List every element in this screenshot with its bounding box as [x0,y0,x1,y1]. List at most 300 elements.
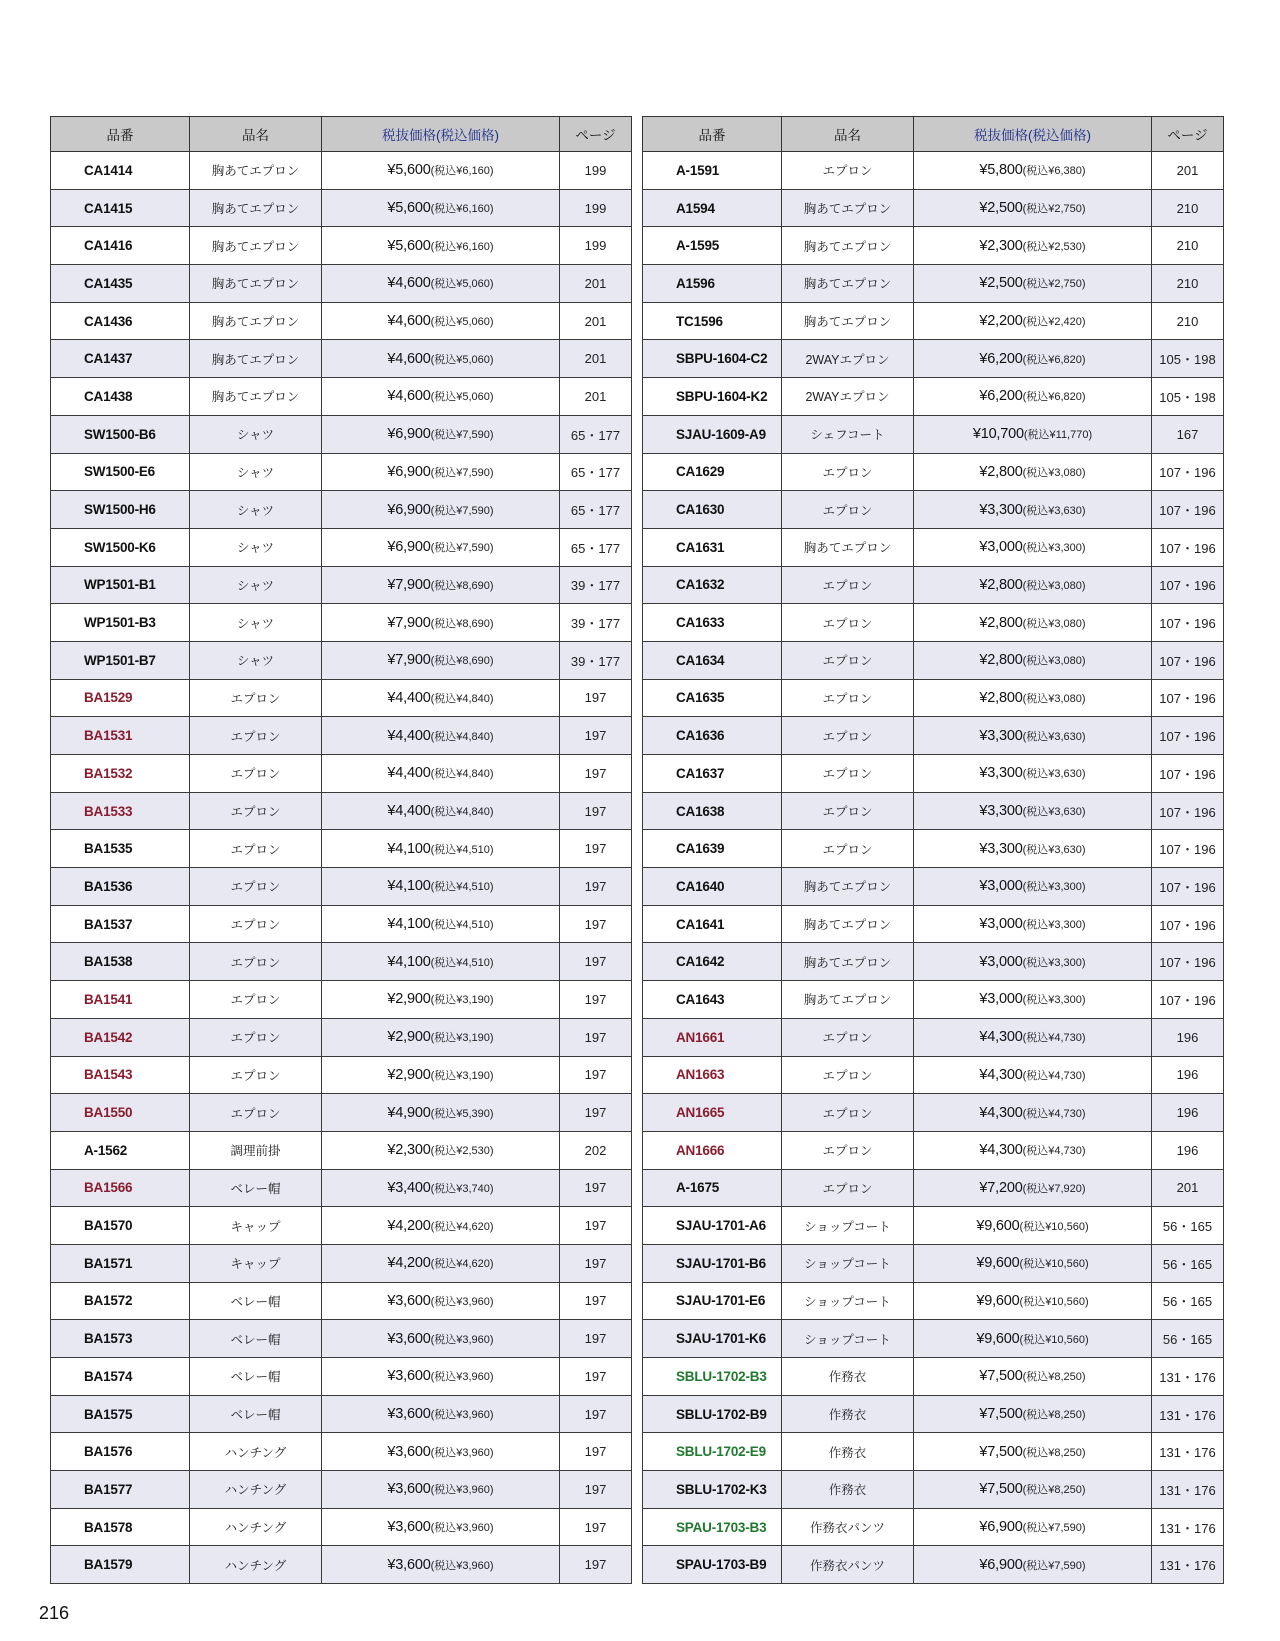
page-ref-cell: 197 [560,792,632,830]
price-cell [322,755,560,793]
price-incl-tax: (税込¥3,740) [430,1182,494,1195]
price-cell [914,830,1152,868]
price-cell [914,491,1152,529]
item-name-cell: ベレー帽 [190,1169,322,1207]
price-cell [914,302,1152,340]
table-row [643,679,1224,717]
table-row [51,1508,632,1546]
price-excl-tax: ¥9,600 [976,1330,1020,1347]
price-incl-tax: (税込¥3,630) [1022,730,1086,743]
table-row [51,566,632,604]
item-code-cell: SJAU-1701-K6 [643,1320,782,1358]
price-incl-tax: (税込¥7,590) [1022,1522,1086,1535]
item-name-cell: 作務衣 [782,1358,914,1396]
item-name-cell: 胸あてエプロン [190,227,322,265]
item-code-cell: BA1532 [51,755,190,793]
page-ref-cell: 197 [560,755,632,793]
page-ref-cell: 131・176 [1152,1433,1224,1471]
page-ref-cell: 107・196 [1152,981,1224,1019]
page-ref-cell: 105・198 [1152,378,1224,416]
table-row [643,981,1224,1019]
item-name-cell: エプロン [190,717,322,755]
page-ref-cell: 197 [560,1282,632,1320]
price-cell [914,717,1152,755]
item-name-cell: ベレー帽 [190,1395,322,1433]
price-cell [322,792,560,830]
price-incl-tax: (税込¥11,770) [1023,429,1093,442]
price-excl-tax: ¥3,600 [387,1292,431,1309]
price-excl-tax: ¥4,200 [387,1255,431,1272]
item-code-cell: BA1578 [51,1508,190,1546]
price-excl-tax: ¥5,600 [387,200,431,217]
price-cell [322,227,560,265]
price-excl-tax: ¥10,700 [972,426,1024,443]
table-row [51,905,632,943]
page-ref-cell: 201 [560,265,632,303]
item-code-cell: A1594 [643,189,782,227]
price-excl-tax: ¥5,600 [387,162,431,179]
item-name-cell: 作務衣 [782,1471,914,1509]
price-incl-tax: (税込¥4,510) [430,956,494,969]
header-price: 税抜価格(税込価格) [322,117,560,152]
item-name-cell: 胸あてエプロン [782,981,914,1019]
page-ref-cell: 56・165 [1152,1244,1224,1282]
item-name-cell: ショップコート [782,1320,914,1358]
item-name-cell: エプロン [782,717,914,755]
item-code-cell: SW1500-B6 [51,415,190,453]
price-excl-tax: ¥3,300 [979,727,1023,744]
price-cell [914,189,1152,227]
page-ref-cell: 56・165 [1152,1282,1224,1320]
price-excl-tax: ¥3,600 [387,1368,431,1385]
item-code-cell: A-1591 [643,152,782,190]
price-incl-tax: (税込¥5,060) [430,316,494,329]
price-cell [322,1244,560,1282]
item-code-cell: BA1536 [51,868,190,906]
page-ref-cell: 65・177 [560,528,632,566]
page-ref-cell: 197 [560,1358,632,1396]
table-row [51,1207,632,1245]
page-ref-cell: 56・165 [1152,1320,1224,1358]
price-incl-tax: (税込¥3,080) [1022,579,1086,592]
item-name-cell: エプロン [782,755,914,793]
item-name-cell: 作務衣 [782,1395,914,1433]
table-row [643,1056,1224,1094]
price-table-left [50,116,632,1584]
item-name-cell: ベレー帽 [190,1282,322,1320]
item-name-cell: 2WAYエプロン [782,378,914,416]
price-incl-tax: (税込¥3,630) [1022,768,1086,781]
price-excl-tax: ¥4,400 [387,803,431,820]
price-cell [914,1508,1152,1546]
table-row [51,415,632,453]
price-excl-tax: ¥2,200 [979,313,1023,330]
price-excl-tax: ¥6,900 [387,539,431,556]
price-cell [322,981,560,1019]
price-excl-tax: ¥4,600 [387,388,431,405]
page-ref-cell: 197 [560,943,632,981]
item-code-cell: AN1666 [643,1131,782,1169]
page-ref-cell: 197 [560,981,632,1019]
item-name-cell: ショップコート [782,1207,914,1245]
price-incl-tax: (税込¥3,190) [430,1032,494,1045]
page-ref-cell: 65・177 [560,453,632,491]
price-cell [322,1056,560,1094]
item-name-cell: エプロン [190,679,322,717]
price-excl-tax: ¥9,600 [976,1217,1020,1234]
price-incl-tax: (税込¥3,960) [430,1559,494,1572]
table-row [643,566,1224,604]
table-row [51,1131,632,1169]
price-cell [914,528,1152,566]
price-excl-tax: ¥2,300 [387,1142,431,1159]
price-incl-tax: (税込¥4,510) [430,919,494,932]
item-name-cell: エプロン [782,792,914,830]
price-cell [322,453,560,491]
page-ref-cell: 210 [1152,189,1224,227]
item-name-cell: 胸あてエプロン [190,152,322,190]
price-incl-tax: (税込¥4,730) [1022,1032,1086,1045]
page-ref-cell: 197 [560,1169,632,1207]
price-incl-tax: (税込¥5,060) [430,353,494,366]
item-code-cell: SBLU-1702-B9 [643,1395,782,1433]
item-code-cell: CA1639 [643,830,782,868]
table-row [643,792,1224,830]
price-cell [322,189,560,227]
item-name-cell: シャツ [190,491,322,529]
price-excl-tax: ¥3,000 [979,991,1023,1008]
header-price: 税抜価格(税込価格) [914,117,1152,152]
page-ref-cell: 197 [560,717,632,755]
page-ref-cell: 197 [560,1094,632,1132]
price-cell [322,1395,560,1433]
price-incl-tax: (税込¥2,420) [1022,316,1086,329]
price-excl-tax: ¥4,600 [387,275,431,292]
table-row [643,868,1224,906]
price-cell [914,1433,1152,1471]
item-name-cell: エプロン [190,1094,322,1132]
item-code-cell: CA1437 [51,340,190,378]
price-incl-tax: (税込¥3,190) [430,1069,494,1082]
price-incl-tax: (税込¥3,630) [1022,843,1086,856]
price-incl-tax: (税込¥7,590) [430,466,494,479]
price-excl-tax: ¥2,500 [979,200,1023,217]
price-incl-tax: (税込¥3,960) [430,1484,494,1497]
price-excl-tax: ¥2,800 [979,576,1023,593]
price-incl-tax: (税込¥8,250) [1022,1409,1086,1422]
item-code-cell: BA1574 [51,1358,190,1396]
item-name-cell: ハンチング [190,1508,322,1546]
price-cell [322,905,560,943]
price-incl-tax: (税込¥3,960) [430,1371,494,1384]
price-excl-tax: ¥4,400 [387,765,431,782]
price-incl-tax: (税込¥10,560) [1019,1295,1089,1308]
table-row [643,1471,1224,1509]
table-row [643,943,1224,981]
table-row [51,604,632,642]
page-ref-cell: 107・196 [1152,641,1224,679]
item-code-cell: WP1501-B1 [51,566,190,604]
price-incl-tax: (税込¥6,160) [430,240,494,253]
price-cell [914,981,1152,1019]
price-excl-tax: ¥6,900 [387,426,431,443]
price-incl-tax: (税込¥5,390) [430,1107,494,1120]
table-row [643,1169,1224,1207]
price-incl-tax: (税込¥5,060) [430,391,494,404]
page-ref-cell: 199 [560,189,632,227]
price-incl-tax: (税込¥6,160) [430,165,494,178]
price-excl-tax: ¥2,800 [979,652,1023,669]
table-row [643,1244,1224,1282]
item-name-cell: エプロン [190,943,322,981]
price-cell [914,340,1152,378]
price-incl-tax: (税込¥10,560) [1019,1258,1089,1271]
item-name-cell: エプロン [782,1056,914,1094]
page-ref-cell: 107・196 [1152,943,1224,981]
price-excl-tax: ¥5,600 [387,237,431,254]
page-ref-cell: 196 [1152,1018,1224,1056]
price-incl-tax: (税込¥7,920) [1022,1182,1086,1195]
item-name-cell: 胸あてエプロン [782,943,914,981]
header-item-name: 品名 [782,117,914,152]
item-name-cell: エプロン [782,491,914,529]
price-excl-tax: ¥2,800 [979,614,1023,631]
price-excl-tax: ¥3,300 [979,803,1023,820]
page-ref-cell: 199 [560,227,632,265]
page-ref-cell: 107・196 [1152,679,1224,717]
price-incl-tax: (税込¥7,590) [430,542,494,555]
table-row [51,679,632,717]
price-cell [322,943,560,981]
price-cell [322,152,560,190]
price-cell [914,905,1152,943]
price-excl-tax: ¥2,800 [979,689,1023,706]
item-code-cell: AN1661 [643,1018,782,1056]
price-incl-tax: (税込¥3,960) [430,1333,494,1346]
header-page: ページ [560,117,632,152]
price-incl-tax: (税込¥3,300) [1022,542,1086,555]
table-row [51,1244,632,1282]
header-page: ページ [1152,117,1224,152]
table-row [51,453,632,491]
item-name-cell: キャップ [190,1207,322,1245]
price-cell [322,378,560,416]
price-incl-tax: (税込¥2,530) [430,1145,494,1158]
item-name-cell: 胸あてエプロン [782,302,914,340]
item-code-cell: CA1415 [51,189,190,227]
item-name-cell: シャツ [190,641,322,679]
price-excl-tax: ¥4,300 [979,1142,1023,1159]
item-code-cell: WP1501-B7 [51,641,190,679]
price-cell [322,1320,560,1358]
item-name-cell: エプロン [190,868,322,906]
item-code-cell: BA1542 [51,1018,190,1056]
price-excl-tax: ¥3,600 [387,1406,431,1423]
header-row [51,117,632,152]
page-ref-cell: 197 [560,1056,632,1094]
price-incl-tax: (税込¥4,730) [1022,1069,1086,1082]
price-incl-tax: (税込¥7,590) [430,429,494,442]
table-row [643,453,1224,491]
page-ref-cell: 131・176 [1152,1395,1224,1433]
table-row [643,1508,1224,1546]
price-cell [914,943,1152,981]
page-ref-cell: 56・165 [1152,1207,1224,1245]
price-cell [322,1358,560,1396]
table-row [643,604,1224,642]
item-name-cell: 調理前掛 [190,1131,322,1169]
price-cell [914,265,1152,303]
price-cell [322,340,560,378]
item-name-cell: 作務衣 [782,1433,914,1471]
price-incl-tax: (税込¥3,630) [1022,504,1086,517]
price-cell [322,1508,560,1546]
page-ref-cell: 197 [560,830,632,868]
page-ref-cell: 105・198 [1152,340,1224,378]
price-excl-tax: ¥4,400 [387,727,431,744]
price-excl-tax: ¥5,800 [979,162,1023,179]
item-code-cell: CA1635 [643,679,782,717]
price-cell [914,868,1152,906]
page-ref-cell: 201 [1152,1169,1224,1207]
header-item-name: 品名 [190,117,322,152]
table-row [643,905,1224,943]
item-name-cell: 胸あてエプロン [190,302,322,340]
page-ref-cell: 107・196 [1152,868,1224,906]
price-excl-tax: ¥7,900 [387,614,431,631]
table-row [51,981,632,1019]
price-excl-tax: ¥3,300 [979,501,1023,518]
price-incl-tax: (税込¥4,620) [430,1220,494,1233]
price-cell [322,302,560,340]
price-excl-tax: ¥3,600 [387,1330,431,1347]
price-incl-tax: (税込¥2,750) [1022,278,1086,291]
page-ref-cell: 197 [560,1244,632,1282]
price-incl-tax: (税込¥2,530) [1022,240,1086,253]
table-row [51,868,632,906]
price-excl-tax: ¥7,500 [979,1368,1023,1385]
header-row [643,117,1224,152]
price-excl-tax: ¥3,600 [387,1443,431,1460]
table-body [643,152,1224,1584]
price-cell [322,1546,560,1584]
item-code-cell: CA1636 [643,717,782,755]
price-excl-tax: ¥4,100 [387,878,431,895]
item-code-cell: CA1641 [643,905,782,943]
price-cell [914,1546,1152,1584]
price-excl-tax: ¥7,900 [387,576,431,593]
item-code-cell: CA1438 [51,378,190,416]
price-incl-tax: (税込¥8,690) [430,579,494,592]
item-name-cell: エプロン [190,830,322,868]
item-code-cell: CA1436 [51,302,190,340]
item-code-cell: CA1414 [51,152,190,190]
price-incl-tax: (税込¥10,560) [1019,1220,1089,1233]
table-row [643,189,1224,227]
price-incl-tax: (税込¥8,690) [430,617,494,630]
price-excl-tax: ¥2,900 [387,991,431,1008]
item-code-cell: BA1566 [51,1169,190,1207]
page-ref-cell: 39・177 [560,604,632,642]
table-row [643,1546,1224,1584]
page-ref-cell: 107・196 [1152,453,1224,491]
price-cell [914,415,1152,453]
item-code-cell: SPAU-1703-B3 [643,1508,782,1546]
item-code-cell: CA1637 [643,755,782,793]
item-code-cell: BA1541 [51,981,190,1019]
table-row [51,227,632,265]
page-ref-cell: 197 [560,1433,632,1471]
price-cell [322,528,560,566]
item-name-cell: エプロン [782,1131,914,1169]
item-code-cell: SBLU-1702-K3 [643,1471,782,1509]
item-code-cell: A-1562 [51,1131,190,1169]
table-row [51,491,632,529]
page-ref-cell: 202 [560,1131,632,1169]
item-name-cell: ベレー帽 [190,1358,322,1396]
table-row [643,378,1224,416]
item-code-cell: BA1576 [51,1433,190,1471]
item-code-cell: BA1543 [51,1056,190,1094]
item-code-cell: SPAU-1703-B9 [643,1546,782,1584]
page-ref-cell: 201 [560,302,632,340]
price-excl-tax: ¥7,500 [979,1481,1023,1498]
price-excl-tax: ¥7,500 [979,1443,1023,1460]
price-cell [914,755,1152,793]
item-name-cell: ハンチング [190,1433,322,1471]
page-ref-cell: 196 [1152,1131,1224,1169]
price-cell [914,152,1152,190]
page-ref-cell: 197 [560,1395,632,1433]
price-incl-tax: (税込¥3,960) [430,1295,494,1308]
item-code-cell: CA1638 [643,792,782,830]
price-incl-tax: (税込¥4,620) [430,1258,494,1271]
item-name-cell: ハンチング [190,1546,322,1584]
item-name-cell: エプロン [782,679,914,717]
page-ref-cell: 39・177 [560,641,632,679]
price-incl-tax: (税込¥6,820) [1022,391,1086,404]
price-incl-tax: (税込¥4,840) [430,768,494,781]
price-cell [322,1207,560,1245]
page-ref-cell: 197 [560,1320,632,1358]
item-code-cell: SBLU-1702-E9 [643,1433,782,1471]
page-ref-cell: 196 [1152,1094,1224,1132]
price-excl-tax: ¥9,600 [976,1292,1020,1309]
item-code-cell: CA1643 [643,981,782,1019]
item-name-cell: 胸あてエプロン [782,227,914,265]
item-name-cell: エプロン [190,981,322,1019]
table-row [643,302,1224,340]
table-row [51,943,632,981]
item-code-cell: BA1533 [51,792,190,830]
table-row [643,152,1224,190]
price-incl-tax: (税込¥4,840) [430,806,494,819]
item-code-cell: AN1663 [643,1056,782,1094]
table-row [51,528,632,566]
price-excl-tax: ¥2,900 [387,1029,431,1046]
price-cell [914,679,1152,717]
price-excl-tax: ¥6,900 [387,501,431,518]
header-item-code: 品番 [51,117,190,152]
table-row [51,378,632,416]
price-incl-tax: (税込¥8,250) [1022,1446,1086,1459]
price-incl-tax: (税込¥4,840) [430,692,494,705]
page-ref-cell: 65・177 [560,491,632,529]
header-item-code: 品番 [643,117,782,152]
item-code-cell: CA1631 [643,528,782,566]
price-excl-tax: ¥2,900 [387,1066,431,1083]
price-cell [914,566,1152,604]
